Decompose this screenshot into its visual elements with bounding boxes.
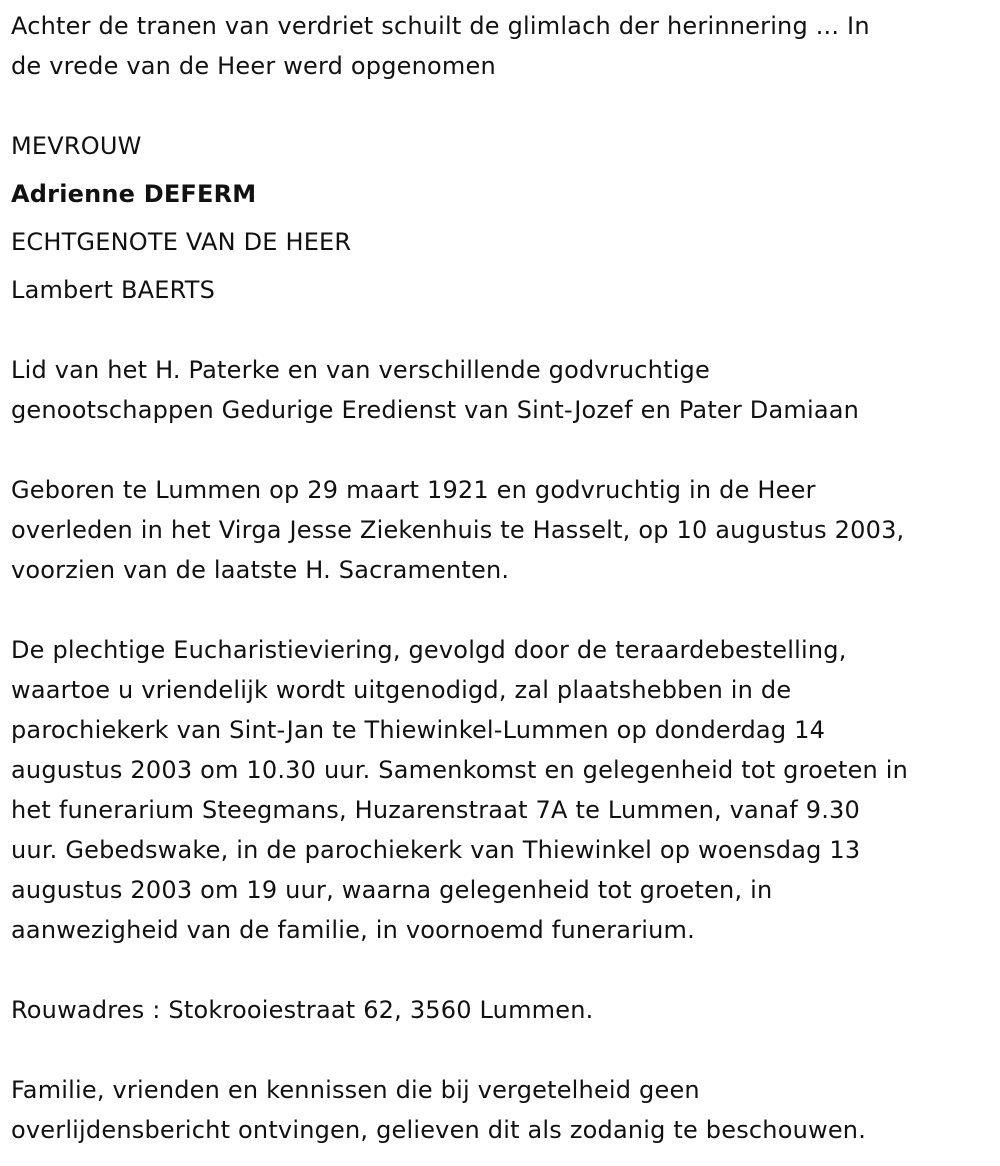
mourning-address: Rouwadres : Stokrooiestraat 62, 3560 Lummen. xyxy=(11,996,594,1024)
ceremony-line: augustus 2003 om 10.30 uur. Samenkomst en gelegenheid tot groeten in xyxy=(11,756,909,784)
birth-death-line: Geboren te Lummen op 29 maart 1921 en godvruchtig in de Heer xyxy=(11,476,816,504)
birth-death-line: voorzien van de laatste H. Sacramenten. xyxy=(11,556,510,584)
closing-line: Familie, vrienden en kennissen die bij vergetelheid geen xyxy=(11,1076,700,1104)
honorific-title: MEVROUW xyxy=(11,132,142,160)
ceremony-line: parochiekerk van Sint-Jan te Thiewinkel-Lummen op donderdag 14 xyxy=(11,716,826,744)
ceremony-line: augustus 2003 om 19 uur, waarna gelegenheid tot groeten, in xyxy=(11,876,773,904)
ceremony-line: uur. Gebedswake, in de parochiekerk van Thiewinkel op woensdag 13 xyxy=(11,836,861,864)
membership-line: genootschappen Gedurige Eredienst van Sint-Jozef en Pater Damiaan xyxy=(11,396,860,424)
intro-line: de vrede van de Heer werd opgenomen xyxy=(11,52,496,80)
intro-line: Achter de tranen van verdriet schuilt de glimlach der herinnering ... In xyxy=(11,12,870,40)
spouse-name: Lambert BAERTS xyxy=(11,276,216,304)
birth-death-line: overleden in het Virga Jesse Ziekenhuis te Hasselt, op 10 augustus 2003, xyxy=(11,516,905,544)
deceased-name: Adrienne DEFERM xyxy=(11,180,257,208)
membership-line: Lid van het H. Paterke en van verschillende godvruchtige xyxy=(11,356,710,384)
ceremony-line: het funerarium Steegmans, Huzarenstraat 7A te Lummen, vanaf 9.30 xyxy=(11,796,860,824)
closing-line: overlijdensbericht ontvingen, gelieven dit als zodanig te beschouwen. xyxy=(11,1116,867,1144)
ceremony-line: De plechtige Eucharistieviering, gevolgd door de teraardebestelling, xyxy=(11,636,847,664)
relation-line: ECHTGENOTE VAN DE HEER xyxy=(11,228,352,256)
ceremony-line: waartoe u vriendelijk wordt uitgenodigd, zal plaatshebben in de xyxy=(11,676,792,704)
ceremony-line: aanwezigheid van de familie, in voornoemd funerarium. xyxy=(11,916,695,944)
